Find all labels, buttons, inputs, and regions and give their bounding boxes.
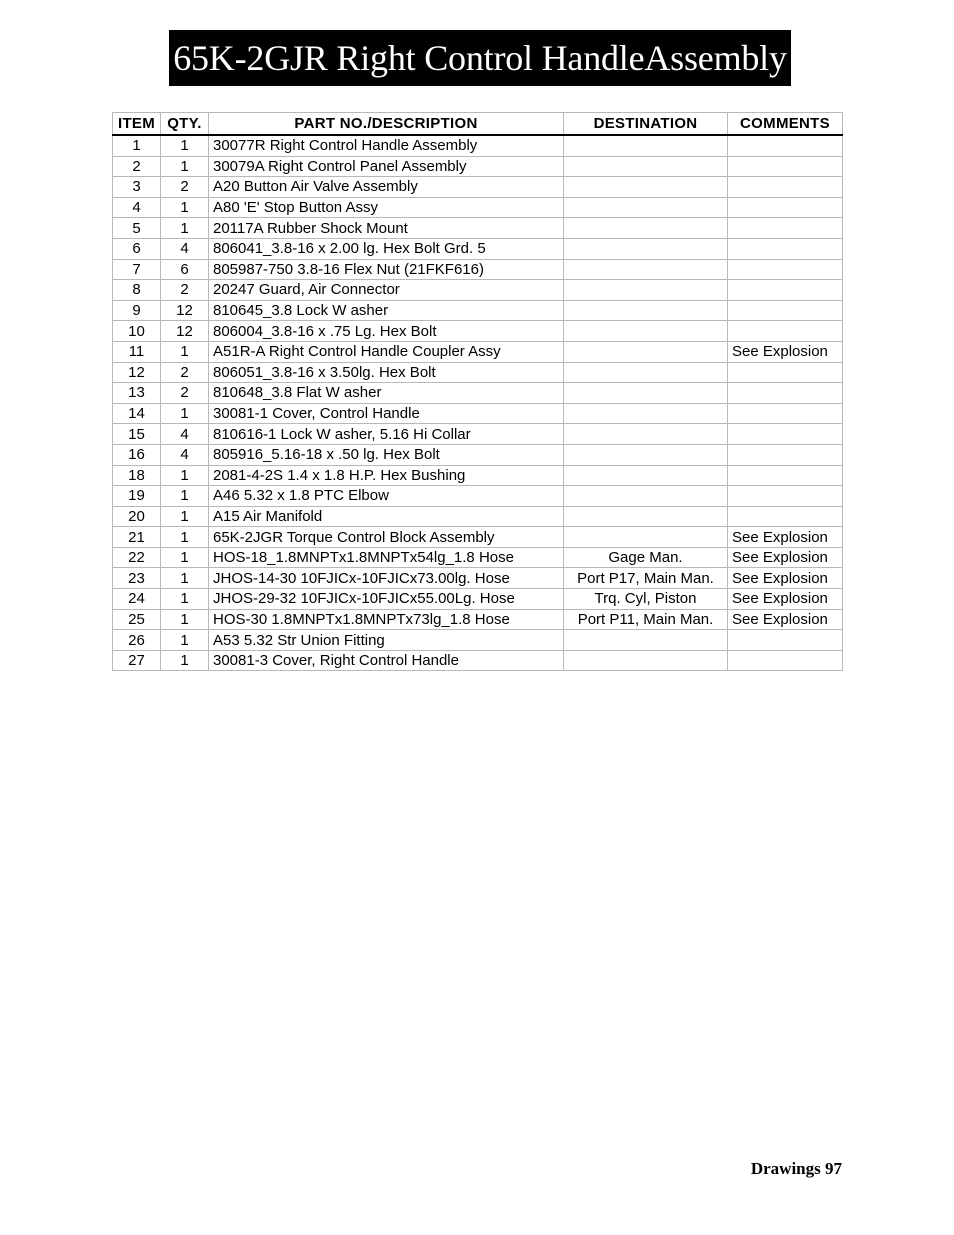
cell-part-description: A15 Air Manifold (209, 506, 564, 527)
cell-part-description: 806004_3.8-16 x .75 Lg. Hex Bolt (209, 321, 564, 342)
cell-part-description: 805987-750 3.8-16 Flex Nut (21FKF616) (209, 259, 564, 280)
cell-item: 22 (113, 547, 161, 568)
cell-destination (564, 280, 728, 301)
cell-qty: 4 (161, 424, 209, 445)
cell-comments (728, 197, 843, 218)
cell-qty: 2 (161, 177, 209, 198)
cell-comments (728, 465, 843, 486)
table-header-row (113, 113, 843, 136)
cell-item: 13 (113, 383, 161, 404)
table-row (113, 280, 843, 301)
cell-part-description: 20117A Rubber Shock Mount (209, 218, 564, 239)
table-row (113, 238, 843, 259)
table-row (113, 300, 843, 321)
cell-destination (564, 403, 728, 424)
cell-destination: Gage Man. (564, 547, 728, 568)
parts-table-body (113, 135, 843, 671)
table-row (113, 444, 843, 465)
cell-destination (564, 177, 728, 198)
cell-comments (728, 135, 843, 156)
table-row (113, 506, 843, 527)
cell-item: 23 (113, 568, 161, 589)
cell-item: 21 (113, 527, 161, 548)
cell-comments (728, 424, 843, 445)
cell-part-description: A53 5.32 Str Union Fitting (209, 630, 564, 651)
cell-destination (564, 341, 728, 362)
cell-destination (564, 527, 728, 548)
cell-destination (564, 259, 728, 280)
cell-comments (728, 259, 843, 280)
cell-part-description: 810645_3.8 Lock W asher (209, 300, 564, 321)
cell-qty: 1 (161, 218, 209, 239)
cell-comments (728, 383, 843, 404)
cell-comments: See Explosion (728, 341, 843, 362)
cell-item: 27 (113, 650, 161, 671)
cell-destination (564, 197, 728, 218)
cell-item: 3 (113, 177, 161, 198)
cell-item: 25 (113, 609, 161, 630)
cell-comments (728, 300, 843, 321)
cell-item: 26 (113, 630, 161, 651)
cell-qty: 1 (161, 527, 209, 548)
cell-destination (564, 218, 728, 239)
cell-item: 6 (113, 238, 161, 259)
table-row (113, 177, 843, 198)
cell-item: 11 (113, 341, 161, 362)
cell-qty: 1 (161, 589, 209, 610)
cell-destination (564, 465, 728, 486)
cell-item: 16 (113, 444, 161, 465)
cell-part-description: A80 'E' Stop Button Assy (209, 197, 564, 218)
cell-comments (728, 506, 843, 527)
cell-comments (728, 362, 843, 383)
cell-qty: 1 (161, 506, 209, 527)
table-row (113, 135, 843, 156)
cell-destination (564, 135, 728, 156)
table-row (113, 650, 843, 671)
cell-comments: See Explosion (728, 589, 843, 610)
table-row (113, 259, 843, 280)
cell-part-description: 810648_3.8 Flat W asher (209, 383, 564, 404)
cell-qty: 1 (161, 341, 209, 362)
table-row (113, 341, 843, 362)
table-row (113, 465, 843, 486)
cell-destination (564, 506, 728, 527)
cell-qty: 1 (161, 156, 209, 177)
cell-comments (728, 650, 843, 671)
cell-item: 20 (113, 506, 161, 527)
cell-qty: 6 (161, 259, 209, 280)
cell-item: 2 (113, 156, 161, 177)
cell-qty: 1 (161, 135, 209, 156)
cell-qty: 12 (161, 300, 209, 321)
cell-comments (728, 177, 843, 198)
cell-qty: 2 (161, 362, 209, 383)
cell-destination (564, 300, 728, 321)
header-destination: DESTINATION (564, 113, 728, 136)
cell-part-description: 20247 Guard, Air Connector (209, 280, 564, 301)
cell-comments (728, 486, 843, 507)
cell-item: 18 (113, 465, 161, 486)
cell-comments: See Explosion (728, 568, 843, 589)
cell-destination (564, 486, 728, 507)
cell-part-description: JHOS-29-32 10FJICx-10FJICx55.00Lg. Hose (209, 589, 564, 610)
cell-qty: 1 (161, 568, 209, 589)
cell-qty: 1 (161, 609, 209, 630)
header-part-description: PART NO./DESCRIPTION (209, 113, 564, 136)
cell-qty: 12 (161, 321, 209, 342)
table-row (113, 403, 843, 424)
cell-qty: 1 (161, 465, 209, 486)
cell-item: 4 (113, 197, 161, 218)
cell-item: 19 (113, 486, 161, 507)
cell-comments (728, 630, 843, 651)
cell-part-description: 30077R Right Control Handle Assembly (209, 135, 564, 156)
cell-item: 5 (113, 218, 161, 239)
page-footer: Drawings 97 (750, 1159, 842, 1178)
cell-part-description: 30081-3 Cover, Right Control Handle (209, 650, 564, 671)
cell-comments (728, 280, 843, 301)
cell-destination (564, 630, 728, 651)
table-row (113, 321, 843, 342)
cell-destination: Trq. Cyl, Piston (564, 589, 728, 610)
cell-destination (564, 383, 728, 404)
cell-part-description: 806041_3.8-16 x 2.00 lg. Hex Bolt Grd. 5 (209, 238, 564, 259)
cell-part-description: 806051_3.8-16 x 3.50lg. Hex Bolt (209, 362, 564, 383)
table-row (113, 486, 843, 507)
parts-table (112, 112, 843, 671)
cell-qty: 1 (161, 403, 209, 424)
cell-part-description: 65K-2JGR Torque Control Block Assembly (209, 527, 564, 548)
cell-item: 24 (113, 589, 161, 610)
cell-part-description: A46 5.32 x 1.8 PTC Elbow (209, 486, 564, 507)
table-row (113, 630, 843, 651)
header-item: ITEM (113, 113, 161, 136)
cell-destination (564, 156, 728, 177)
cell-qty: 4 (161, 238, 209, 259)
cell-qty: 1 (161, 486, 209, 507)
cell-qty: 1 (161, 630, 209, 651)
table-row (113, 156, 843, 177)
cell-part-description: 30081-1 Cover, Control Handle (209, 403, 564, 424)
header-comments: COMMENTS (728, 113, 843, 136)
page-title: 65K-2GJR Right Control HandleAssembly (173, 38, 787, 78)
table-row (113, 218, 843, 239)
table-row (113, 424, 843, 445)
cell-comments (728, 403, 843, 424)
cell-part-description: HOS-18_1.8MNPTx1.8MNPTx54lg_1.8 Hose (209, 547, 564, 568)
cell-comments: See Explosion (728, 527, 843, 548)
cell-part-description: A51R-A Right Control Handle Coupler Assy (209, 341, 564, 362)
table-row (113, 568, 843, 589)
cell-qty: 1 (161, 547, 209, 568)
cell-comments (728, 218, 843, 239)
table-row (113, 547, 843, 568)
cell-item: 15 (113, 424, 161, 445)
cell-destination (564, 362, 728, 383)
cell-qty: 1 (161, 650, 209, 671)
cell-comments (728, 321, 843, 342)
cell-qty: 2 (161, 383, 209, 404)
table-row (113, 197, 843, 218)
cell-item: 10 (113, 321, 161, 342)
cell-comments: See Explosion (728, 609, 843, 630)
cell-destination (564, 424, 728, 445)
cell-part-description: JHOS-14-30 10FJICx-10FJICx73.00lg. Hose (209, 568, 564, 589)
cell-comments (728, 156, 843, 177)
title-banner (169, 30, 791, 86)
cell-comments (728, 238, 843, 259)
cell-item: 8 (113, 280, 161, 301)
table-row (113, 589, 843, 610)
cell-qty: 1 (161, 197, 209, 218)
table-row (113, 527, 843, 548)
cell-part-description: 810616-1 Lock W asher, 5.16 Hi Collar (209, 424, 564, 445)
cell-part-description: 2081-4-2S 1.4 x 1.8 H.P. Hex Bushing (209, 465, 564, 486)
cell-part-description: A20 Button Air Valve Assembly (209, 177, 564, 198)
cell-item: 14 (113, 403, 161, 424)
header-qty: QTY. (161, 113, 209, 136)
cell-comments: See Explosion (728, 547, 843, 568)
cell-destination (564, 650, 728, 671)
cell-item: 12 (113, 362, 161, 383)
cell-comments (728, 444, 843, 465)
cell-destination: Port P11, Main Man. (564, 609, 728, 630)
table-row (113, 362, 843, 383)
table-row (113, 383, 843, 404)
cell-item: 9 (113, 300, 161, 321)
cell-part-description: 805916_5.16-18 x .50 lg. Hex Bolt (209, 444, 564, 465)
table-row (113, 609, 843, 630)
cell-destination (564, 444, 728, 465)
cell-qty: 2 (161, 280, 209, 301)
cell-item: 1 (113, 135, 161, 156)
cell-part-description: 30079A Right Control Panel Assembly (209, 156, 564, 177)
cell-destination (564, 238, 728, 259)
cell-destination (564, 321, 728, 342)
cell-destination: Port P17, Main Man. (564, 568, 728, 589)
cell-part-description: HOS-30 1.8MNPTx1.8MNPTx73lg_1.8 Hose (209, 609, 564, 630)
cell-qty: 4 (161, 444, 209, 465)
cell-item: 7 (113, 259, 161, 280)
